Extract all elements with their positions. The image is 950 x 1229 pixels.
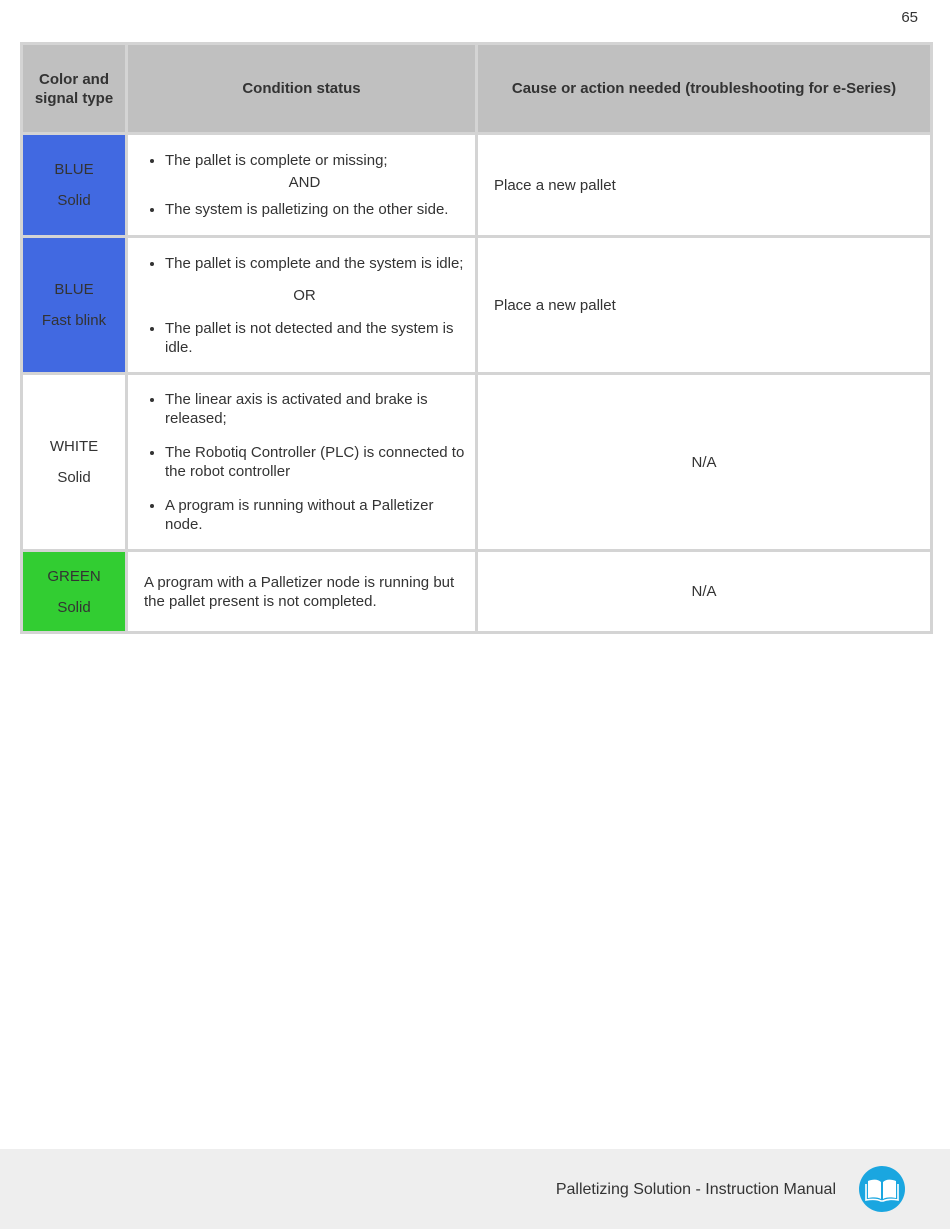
- condition-cell: [127, 551, 477, 633]
- condition-list: [144, 390, 471, 534]
- table-row: [22, 374, 932, 551]
- signal-label: Solid: [57, 598, 91, 616]
- signal-label: Solid: [57, 192, 91, 209]
- color-label: GREEN: [47, 567, 101, 585]
- condition-item: • The system is palletizing on the other side.: [165, 200, 471, 219]
- condition-item: • The pallet is complete or missing;: [165, 151, 471, 170]
- table-row: [22, 551, 932, 633]
- page-number: 65: [901, 9, 918, 26]
- condition-list: [144, 319, 471, 357]
- led-status-table: [20, 42, 933, 634]
- action-cell: N/A: [477, 374, 932, 551]
- condition-item: • A program is running without a Palletizer node.: [165, 496, 471, 534]
- condition-text: A program with a Palletizer node is running but the pallet present is not completed.: [144, 573, 455, 610]
- condition-cell: [127, 134, 477, 237]
- condition-item: • The pallet is not detected and the system is idle.: [165, 319, 471, 357]
- table-row: [22, 237, 932, 374]
- page-footer: [0, 1149, 950, 1229]
- table-header-row: [22, 44, 932, 134]
- signal-label: Solid: [57, 469, 91, 486]
- color-cell-blue-solid: [22, 134, 127, 237]
- condition-connector: OR: [293, 286, 316, 304]
- book-icon: [859, 1166, 905, 1212]
- signal-label: Fast blink: [41, 312, 107, 329]
- color-label: WHITE: [49, 438, 99, 455]
- condition-list: [144, 254, 471, 273]
- header-color-signal-type: Color and signal type: [22, 44, 127, 134]
- condition-cell: [127, 237, 477, 374]
- action-cell: Place a new pallet: [477, 134, 932, 237]
- color-cell-green-solid: [22, 551, 127, 633]
- table-row: [22, 134, 932, 237]
- header-cause-action: Cause or action needed (troubleshooting for e-Series): [477, 44, 932, 134]
- book-icon-glyph: [859, 1166, 905, 1212]
- condition-list: [144, 151, 471, 170]
- action-cell: N/A: [477, 551, 932, 633]
- condition-item: • The linear axis is activated and brake is released;: [165, 390, 471, 428]
- color-label: BLUE: [54, 161, 94, 178]
- condition-list: [144, 200, 471, 219]
- manual-title: Palletizing Solution - Instruction Manual: [555, 1181, 836, 1198]
- header-condition-status: Condition status: [127, 44, 477, 134]
- condition-item: • The pallet is complete and the system is idle;: [165, 254, 471, 273]
- color-cell-white-solid: [22, 374, 127, 551]
- color-label: BLUE: [54, 281, 94, 298]
- condition-item: • The Robotiq Controller (PLC) is connected to the robot controller: [165, 443, 471, 481]
- action-cell: Place a new pallet: [477, 237, 932, 374]
- condition-connector: AND: [288, 174, 321, 191]
- condition-cell: [127, 374, 477, 551]
- color-cell-blue-fast-blink: [22, 237, 127, 374]
